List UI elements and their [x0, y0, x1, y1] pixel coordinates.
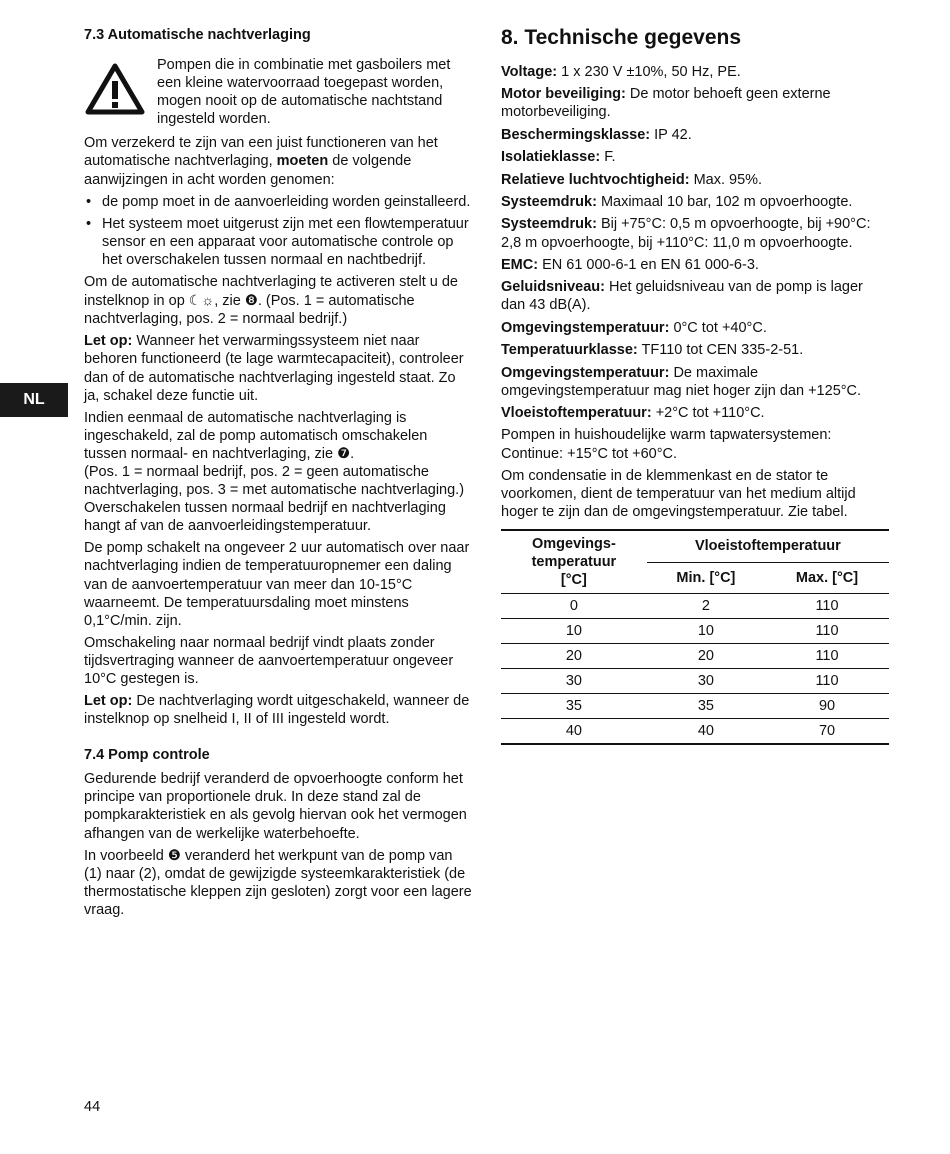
- spec-item: [501, 404, 889, 422]
- spec-value: +2°C tot +110°C.: [655, 405, 765, 422]
- right-column: [501, 24, 889, 745]
- header-liquid-temp: Vloeistoftemperatuur: [647, 530, 889, 562]
- spec-item: [501, 319, 889, 337]
- example-text-a: In voorbeeld: [84, 847, 164, 864]
- section-7-3-title: 7.3 Automatische nachtverlaging: [84, 27, 311, 43]
- spec-value: Max. 95%.: [693, 171, 763, 188]
- spec-value: TF110 tot CEN 335-2-51.: [641, 342, 804, 359]
- cell-ambient: 20: [501, 644, 647, 669]
- intro-text-c: de volgende aanwijzingen in acht worden genomen:: [84, 153, 412, 188]
- section-7-4-title: 7.4 Pomp controle: [84, 747, 210, 764]
- figure-ref-7: ❼: [337, 445, 351, 462]
- spec-label: Geluidsniveau:: [501, 279, 605, 296]
- spec-label: Voltage:: [501, 64, 558, 80]
- paragraph-night-delay: De pomp schakelt na ongeveer 2 uur automatisch over naar nachtverlaging indien de temperatuuropnemer een daling van de aanvoertemperatuur van meer dan 10-15°C waarneemt. De temperatuursdaling moet minstens 0,1°C/min. zijn.: [84, 540, 470, 629]
- note-text: De nachtverlaging wordt uitgeschakeld, wanneer de instelknop op snelheid I, II of III ingesteld wordt.: [84, 693, 470, 728]
- spec-item: [501, 256, 889, 274]
- switching-text-d: Overschakelen tussen normaal bedrijf en nachtverlaging hangt af van de aanvoerleidingstemperatuur.: [84, 500, 446, 535]
- temperature-table: [501, 529, 889, 745]
- paragraph-condensation: Om condensatie in de klemmenkast en de stator te voorkomen, dient de temperatuur van het medium altijd hoger te zijn dan de omgevingstemperatuur. Zie tabel.: [501, 467, 856, 521]
- cell-ambient: 30: [501, 669, 647, 694]
- spec-label: Vloeistoftemperatuur:: [501, 405, 652, 422]
- spec-label: Isolatieklasse:: [501, 149, 601, 166]
- cell-ambient: 35: [501, 694, 647, 719]
- spec-value: EN 61 000-6-1 en EN 61 000-6-3.: [542, 256, 759, 273]
- activate-text-a: Om de automatische nachtverlaging te activeren stelt u de instelknop in op: [84, 274, 458, 310]
- cell-min: 35: [647, 694, 765, 719]
- spec-item: [501, 193, 889, 211]
- warning-triangle-icon: [84, 56, 157, 128]
- cell-min: 2: [647, 594, 765, 619]
- spec-label: Temperatuurklasse:: [501, 342, 638, 359]
- paragraph-pump-control: Gedurende bedrijf veranderd de opvoerhoogte conform het principe van proportionele druk. In deze stand zal de pompkarakteristiek en als gevolg hiervan ook het vermogen afhangen van de werkelijke waterbehoefte.: [84, 771, 467, 842]
- cell-min: 30: [647, 669, 765, 694]
- example-text-b: veranderd het werkpunt van de pomp van (1) naar (2), omdat de gewijzigde systeemkarakteristiek (de thermostatische kleppen zijn gesloten) zorgt voor een lagere vraag.: [84, 847, 472, 918]
- paragraph-normal-return: Omschakeling naar normaal bedrijf vindt plaats zonder tijdsvertraging wanneer de aanvoertemperatuur ongeveer 10°C gestegen is.: [84, 634, 454, 687]
- paragraph-example: [84, 847, 474, 919]
- cell-min: 40: [647, 719, 765, 745]
- spec-item: [501, 63, 889, 81]
- spec-value: De maximale omgevingstemperatuur mag niet hoger zijn dan +125°C.: [501, 364, 862, 399]
- table-row: [501, 644, 889, 669]
- cell-max: 110: [765, 644, 889, 669]
- paragraph-tapwater: Pompen in huishoudelijke warm tapwatersystemen: Continue: +15°C tot +60°C.: [501, 427, 832, 462]
- left-column: [84, 26, 474, 923]
- spec-label: Omgevingstemperatuur:: [501, 319, 670, 336]
- header-min: Min. [°C]: [647, 562, 765, 593]
- spec-value: Bij +75°C: 0,5 m opvoerhoogte, bij +90°C: 2,8 m opvoerhoogte, bij +110°C: 11,0 m opvoerhoogte.: [501, 216, 871, 251]
- page-number: 44: [84, 1099, 101, 1115]
- cell-ambient: 0: [501, 594, 647, 619]
- spec-list: [501, 63, 889, 521]
- spec-item: [501, 215, 889, 251]
- note-label: Let op:: [84, 333, 133, 350]
- spec-label: Relatieve luchtvochtigheid:: [501, 171, 690, 188]
- spec-value: Het geluidsniveau van de pomp is lager dan 43 dB(A).: [501, 279, 863, 314]
- spec-label: EMC:: [501, 256, 539, 273]
- table-row: [501, 694, 889, 719]
- cell-max: 110: [765, 669, 889, 694]
- spec-label: Systeemdruk:: [501, 216, 597, 233]
- list-item: • Het systeem moet uitgerust zijn met een flowtemperatuur sensor en een apparaat voor automatische controle op het overschakelen tussen normaal en nachtbedrijf.: [84, 215, 474, 269]
- table-row: [501, 594, 889, 619]
- figure-ref-5: ❺: [167, 847, 181, 864]
- cell-max: 70: [765, 719, 889, 745]
- cell-max: 90: [765, 694, 889, 719]
- spec-item: [501, 126, 889, 144]
- language-tab-nl: NL: [0, 383, 68, 417]
- activate-text-b: , zie: [214, 293, 241, 310]
- spec-item: [501, 364, 889, 400]
- cell-min: 10: [647, 619, 765, 644]
- spec-value: 0°C tot +40°C.: [673, 319, 767, 336]
- note-label: Let op:: [84, 693, 133, 710]
- spec-item: [501, 171, 889, 189]
- spec-label: Omgevingstemperatuur:: [501, 364, 670, 381]
- spec-value: IP 42.: [654, 126, 692, 143]
- spec-value: De motor behoeft geen externe motorbeveiliging.: [501, 86, 831, 121]
- paragraph-note-1: [84, 332, 474, 404]
- spec-value: Maximaal 10 bar, 102 m opvoerhoogte.: [600, 194, 853, 211]
- spec-item: [501, 85, 889, 121]
- section-8-title: 8. Technische gegevens: [501, 26, 742, 49]
- switching-text-b: .: [350, 445, 355, 462]
- paragraph-intro: [84, 134, 474, 188]
- table-row: [501, 719, 889, 745]
- spec-item: [501, 278, 889, 314]
- cell-ambient: 10: [501, 619, 647, 644]
- cell-max: 110: [765, 594, 889, 619]
- cell-ambient: 40: [501, 719, 647, 745]
- warning-block: [84, 56, 474, 128]
- paragraph-switching: [84, 409, 474, 536]
- intro-emphasis: moeten: [276, 153, 329, 170]
- note-text: Wanneer het verwarmingssysteem niet naar behoren functioneerd (te lage warmtecapaciteit), controleer dan of de automatische nachtverlaging ingesteld staat. Zo ja, schakel deze functie uit.: [84, 333, 464, 404]
- spec-item: [501, 341, 889, 359]
- switching-text-c: (Pos. 1 = normaal bedrijf, pos. 2 = geen automatische nachtverlaging, pos. 3 = met automatische nachtverlaging.): [84, 463, 465, 499]
- table-row: [501, 669, 889, 694]
- spec-item: [501, 148, 889, 166]
- paragraph-activate: [84, 273, 474, 328]
- spec-value: 1 x 230 V ±10%, 50 Hz, PE.: [561, 64, 741, 80]
- night-mode-icon: ☾☼: [188, 292, 215, 309]
- spec-label: Motor beveiliging:: [501, 86, 626, 103]
- list-item: • de pomp moet in de aanvoerleiding worden geinstalleerd.: [84, 193, 474, 211]
- table-row: [501, 619, 889, 644]
- header-ambient-temp: Omgevings- temperatuur [°C]: [501, 530, 647, 594]
- figure-ref-8: ❽: [244, 293, 258, 310]
- switching-text-a: Indien eenmaal de automatische nachtverlaging is ingeschakeld, zal de pomp automatisch omschakelen tussen normaal- en nachtverlaging, zie: [84, 409, 428, 462]
- activate-text-c: . (Pos. 1 = automatische nachtverlaging, pos. 2 = normaal bedrijf.): [84, 293, 415, 328]
- paragraph-note-2: [84, 692, 474, 728]
- header-max: Max. [°C]: [765, 562, 889, 593]
- requirements-list: [84, 193, 474, 269]
- spec-value: F.: [604, 149, 616, 166]
- warning-text: Pompen die in combinatie met gasboilers met een kleine watervoorraad toegepast worden, mogen nooit op de automatische nachtstand ingesteld worden.: [157, 57, 451, 128]
- cell-max: 110: [765, 619, 889, 644]
- spec-label: Beschermingsklasse:: [501, 126, 651, 143]
- cell-min: 20: [647, 644, 765, 669]
- intro-text-a: Om verzekerd te zijn van een juist functioneren van het automatische nachtverlaging,: [84, 135, 438, 170]
- spec-label: Systeemdruk:: [501, 194, 597, 211]
